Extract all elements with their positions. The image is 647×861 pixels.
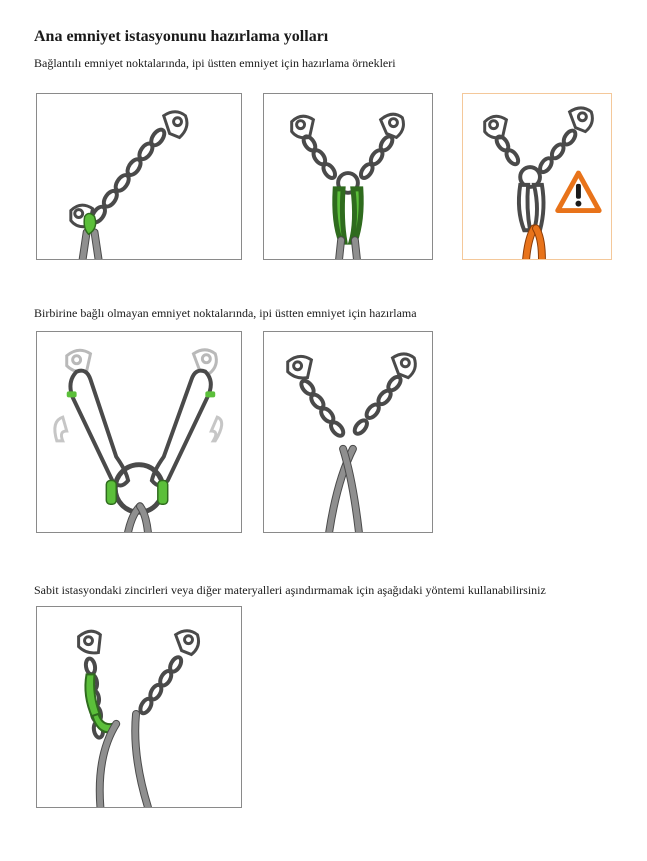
green-carabiners xyxy=(335,189,361,242)
illustration-panel-3 xyxy=(462,93,612,260)
illustration-panel-2 xyxy=(263,93,433,260)
orange-rope xyxy=(526,228,542,259)
illustration-panel-6 xyxy=(36,606,242,808)
chain xyxy=(89,127,167,224)
single-anchor-illustration xyxy=(37,94,241,259)
warning-triangle-icon xyxy=(558,173,599,210)
section-caption-1: Bağlantılı emniyet noktalarında, ipi üstten emniyet için hazırlama örnekleri xyxy=(34,56,396,70)
chained-anchors-illustration xyxy=(264,94,432,259)
illustration-panel-5 xyxy=(263,331,433,533)
steel-carabiners xyxy=(519,185,544,230)
illustration-panel-4 xyxy=(36,331,242,533)
green-locking-carabiners xyxy=(106,481,167,505)
independent-anchors-carabiners-illustration xyxy=(37,332,241,532)
chains xyxy=(299,375,403,438)
rope xyxy=(83,232,99,259)
crossed-rope xyxy=(329,449,359,532)
fixed-station-illustration xyxy=(37,607,241,807)
hanger-anchors xyxy=(292,114,404,138)
independent-anchors-chains-illustration xyxy=(264,332,432,532)
section-caption-3: Sabit istasyondaki zincirleri veya diğer materyalleri aşındırmamak için aşağıdaki yöntemi kullanabilirsiniz xyxy=(34,583,546,597)
illustration-panel-1 xyxy=(36,93,242,260)
rope xyxy=(339,240,357,259)
hanger-anchors xyxy=(67,350,217,374)
chained-anchors-warning-illustration xyxy=(463,94,611,259)
large-carabiners xyxy=(70,371,210,486)
hanger-anchors xyxy=(288,354,416,378)
section-caption-2: Birbirine bağlı olmayan emniyet noktalarında, ipi üstten emniyet için hazırlama xyxy=(34,306,417,320)
hanger-anchors xyxy=(79,631,199,655)
page-title: Ana emniyet istasyonunu hazırlama yolları xyxy=(34,28,329,45)
